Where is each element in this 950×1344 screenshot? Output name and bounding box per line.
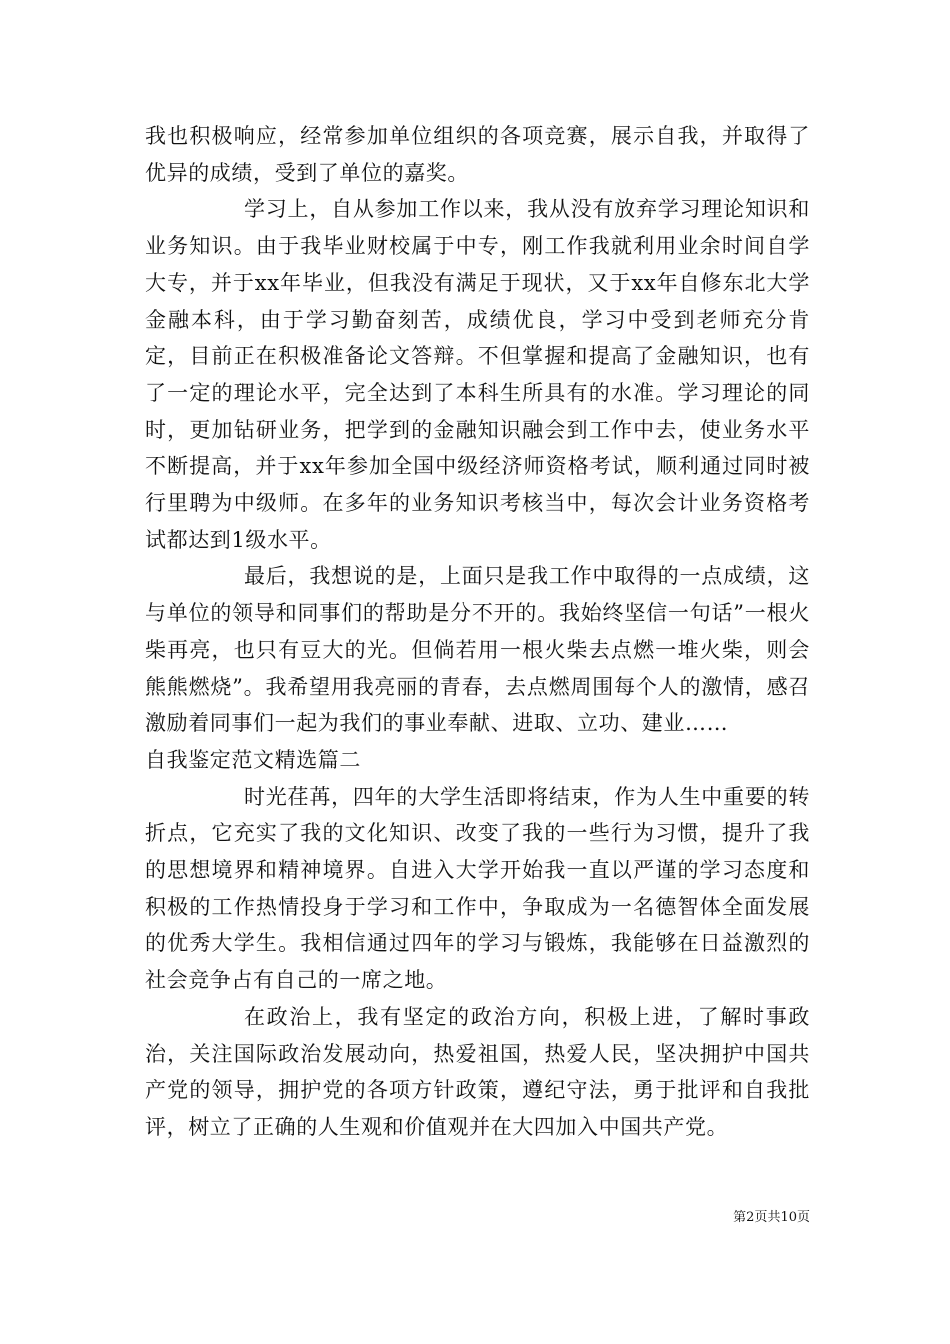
paragraph-university-intro: 时光荏苒，四年的大学生活即将结束，作为人生中重要的转折点，它充实了我的文化知识、改变了我的一些行为习惯，提升了我的思想境界和精神境界。自进入大学开始我一直以严谨的学习态度和积极的工作热情投身于学习和工作中，争取成为一名德智体全面发展的优秀大学生。我相信通过四年的学习与锻炼，我能够在日益激烈的社会竞争占有自己的一席之地。 [145, 784, 810, 993]
paragraph-study: 学习上，自从参加工作以来，我从没有放弃学习理论知识和业务知识。由于我毕业财校属于中专，刚工作我就利用业余时间自学大专，并于xx年毕业，但我没有满足于现状，又于xx年自修东北大学金融本科，由于学习勤奋刻苦，成绩优良，学习中受到老师充分肯定，目前正在积极准备论文答辩。不但掌握和提高了金融知识，也有了一定的理论水平，完全达到了本科生所具有的水准。学习理论的同时，更加钻研业务，把学到的金融知识融会到工作中去，使业务水平不断提高，并于xx年参加全国中级经济师资格考试，顺利通过同时被行里聘为中级师。在多年的业务知识考核当中，每次会计业务资格考试都达到1级水平。 [145, 197, 810, 552]
paragraph-politics: 在政治上，我有坚定的政治方向，积极上进，了解时事政治，关注国际政治发展动向，热爱祖国，热爱人民，坚决拥护中国共产党的领导，拥护党的各项方针政策，遵纪守法，勇于批评和自我批评，树立了正确的人生观和价值观并在大四加入中国共产党。 [145, 1004, 810, 1139]
document-body [145, 118, 810, 1146]
section-heading: 自我鉴定范文精选篇二 [145, 747, 361, 772]
paragraph-competition: 我也积极响应，经常参加单位组织的各项竞赛，展示自我，并取得了优异的成绩，受到了单位的嘉奖。 [145, 124, 810, 185]
page-number-footer: 第2页共10页 [733, 1210, 810, 1225]
paragraph-conclusion: 最后，我想说的是，上面只是我工作中取得的一点成绩，这与单位的领导和同事们的帮助是分不开的。我始终坚信一句话”一根火柴再亮，也只有豆大的光。但倘若用一根火柴去点燃一堆火柴，则会熊熊燃烧”。我希望用我亮丽的青春，去点燃周围每个人的激情，感召激励着同事们一起为我们的事业奉献、进取、立功、建业…… [145, 564, 810, 736]
